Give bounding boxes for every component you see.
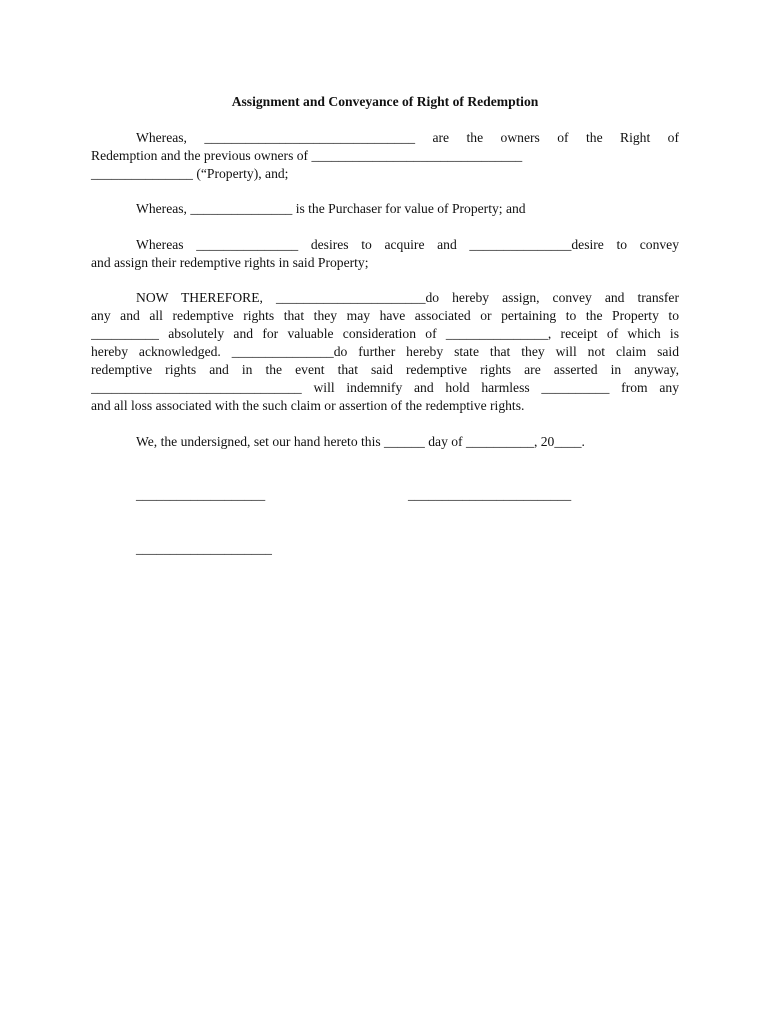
paragraph-line: _______________________________ will indemnify and hold harmless __________ from any xyxy=(91,380,679,395)
paragraph-now-therefore xyxy=(91,289,679,415)
paragraph-line: We, the undersigned, set our hand hereto this ______ day of __________, 20____. xyxy=(136,434,585,449)
paragraph-line: and all loss associated with the such claim or assertion of the redemptive rights. xyxy=(91,398,525,413)
paragraph-line: NOW THEREFORE, ______________________do hereby assign, convey and transfer xyxy=(136,290,679,305)
signature-line-2: ________________________ xyxy=(408,487,572,502)
paragraph-owners xyxy=(91,129,679,183)
document-title: Assignment and Conveyance of Right of Redemption xyxy=(231,94,539,109)
paragraph-purchaser xyxy=(91,200,679,218)
paragraph-line: redemptive rights and in the event that said redemptive rights are asserted in anyway, xyxy=(91,362,679,377)
paragraph-line: and assign their redemptive rights in said Property; xyxy=(91,255,369,270)
signature-line-1: ___________________ xyxy=(136,487,266,502)
paragraph-undersigned xyxy=(91,433,679,451)
paragraph-line: Whereas _______________ desires to acquire and _______________desire to convey xyxy=(136,237,679,252)
paragraph-desires xyxy=(91,236,679,272)
paragraph-line: hereby acknowledged. _______________do further hereby state that they will not claim said xyxy=(91,344,679,359)
paragraph-line: Whereas, _______________________________ are the owners of the Right of xyxy=(136,130,679,145)
paragraph-line: __________ absolutely and for valuable consideration of _______________, receipt of which is xyxy=(91,326,679,341)
signature-line-3: ____________________ xyxy=(136,541,272,556)
paragraph-line: any and all redemptive rights that they may have associated or pertaining to the Property to xyxy=(91,308,679,323)
paragraph-line: _______________ (“Property), and; xyxy=(91,166,289,181)
paragraph-line: Whereas, _______________ is the Purchaser for value of Property; and xyxy=(136,201,526,216)
paragraph-line: Redemption and the previous owners of _______________________________ xyxy=(91,148,523,163)
